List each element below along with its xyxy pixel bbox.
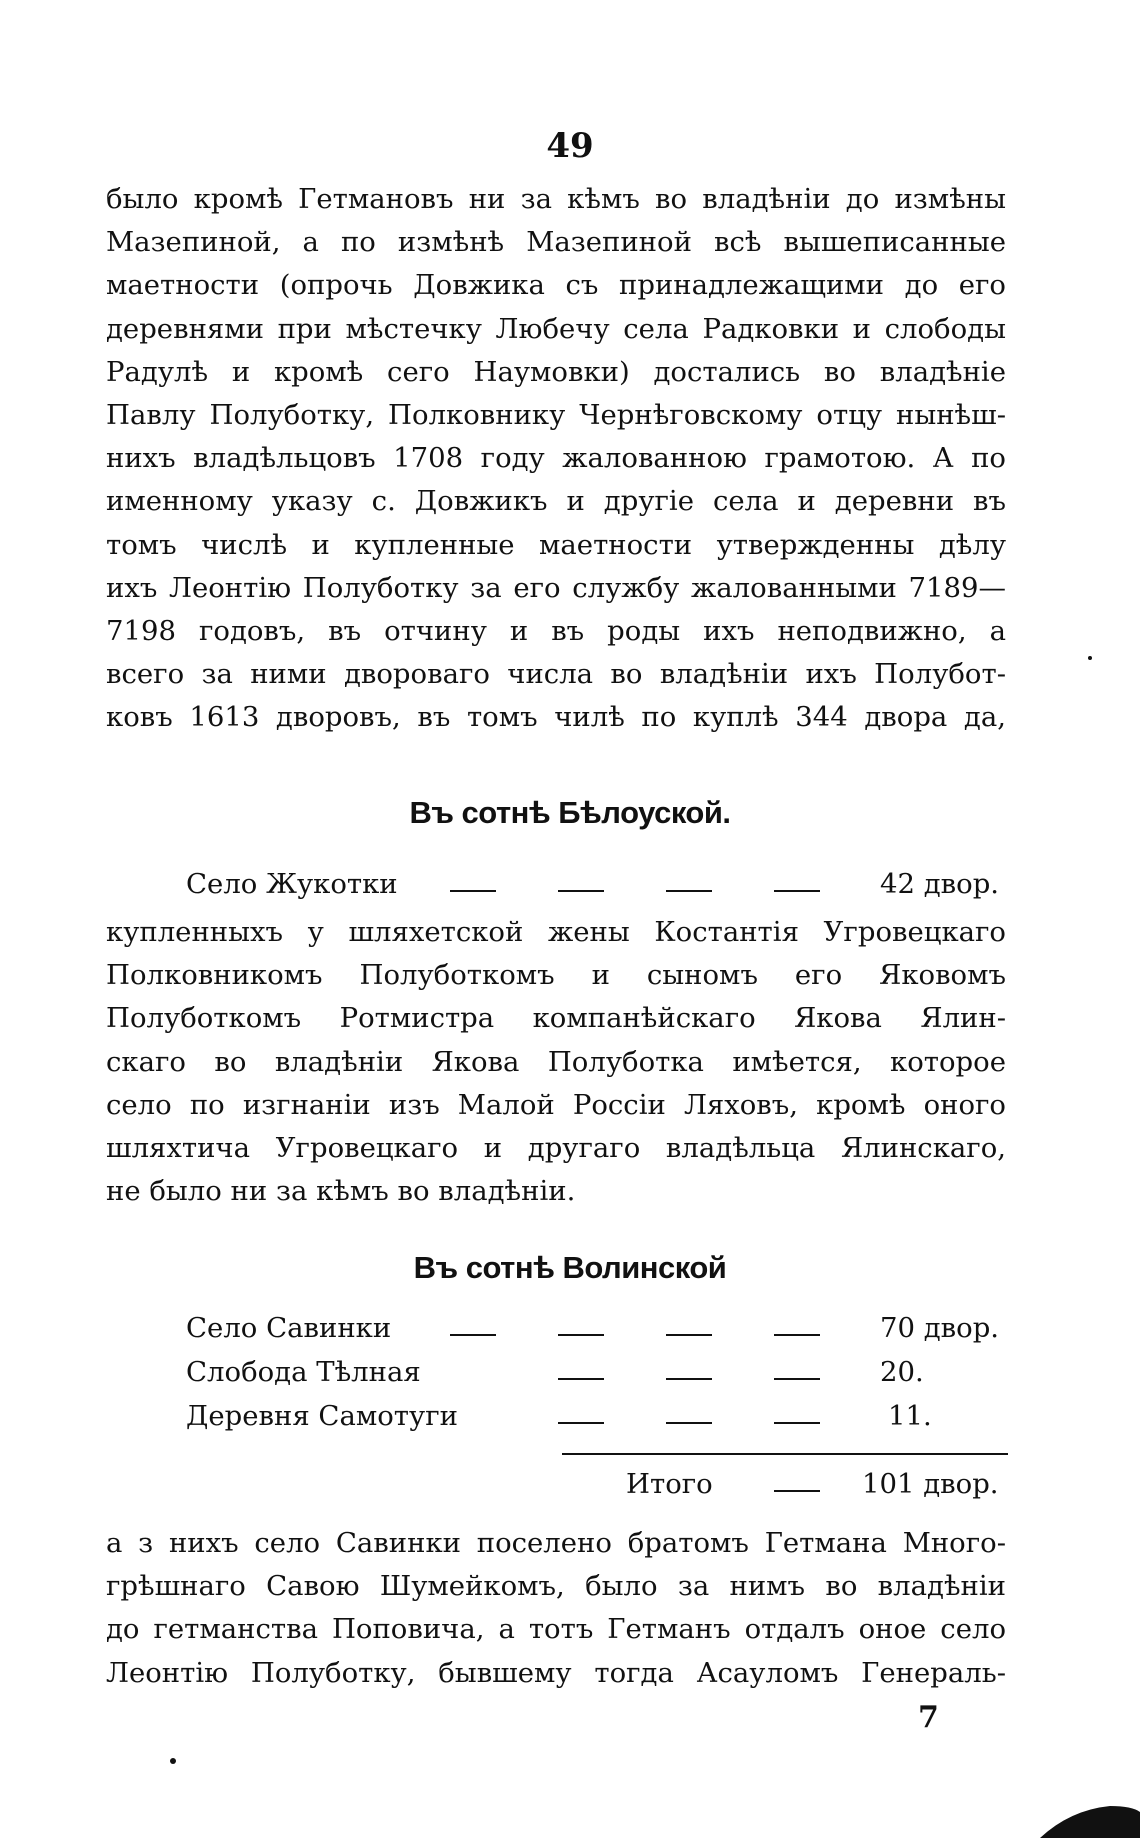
text-line: именному указу с. Довжикъ и другіе села и деревни въ [106,485,1006,518]
text-line: Павлу Полуботку, Полковнику Чернѣговскому отцу нынѣш- [106,398,1006,431]
dash [774,1334,820,1336]
text-line: нихъ владѣльцовъ 1708 году жалованною грамотою. А по [106,442,1006,475]
ink-speck [170,1758,176,1764]
text-line: грѣшнаго Савою Шумейкомъ, было за нимъ во владѣніи [106,1570,1006,1603]
entry-row-telnaya [0,1356,1140,1400]
dash [774,1422,820,1424]
total-rule [562,1453,1008,1455]
entry-row-samotugi [0,1400,1140,1444]
text-line: село по изгнаніи изъ Малой Россіи Ляховъ, кромѣ оного [106,1088,1006,1121]
ink-speck [1088,656,1092,660]
text-line: не было ни за кѣмъ во владѣніи. [106,1175,576,1208]
paragraph-3 [106,1522,1006,1695]
text-line: 7198 годовъ, въ отчину и въ роды ихъ неподвижно, а [106,614,1006,647]
entry-name: Деревня Самотуги [186,1400,458,1432]
text-line: Мазепиной, а по измѣнѣ Мазепиной всѣ вышеписанные [106,226,1006,259]
text-line: а з нихъ село Савинки поселено братомъ Гетмана Много- [106,1527,1006,1559]
page-edge-blot [1040,1802,1140,1838]
dash [558,1378,604,1380]
dash [666,890,712,892]
entry-row-savinki [0,1312,1140,1356]
dash [558,1422,604,1424]
text-line: Полковникомъ Полуботкомъ и сыномъ его Яковомъ [106,959,1006,992]
text-line: деревнями при мѣстечку Любечу села Радковки и слободы [106,312,1006,345]
dash [450,890,496,892]
text-line: купленныхъ у шляхетской жены Костантія Угровецкаго [106,916,1006,948]
entry-name: Слобода Тѣлная [186,1356,421,1388]
dash [774,1490,820,1492]
text-line: Радулѣ и кромѣ сего Наумовки) достались во владѣніе [106,355,1006,388]
entry-value: 11. [888,1400,932,1432]
paragraph-1 [106,178,1006,739]
text-line: томъ числѣ и купленные маетности утвержденны дѣлу [106,528,1006,561]
text-line: маетности (опрочь Довжика съ принадлежащими до его [106,269,1006,302]
text-line: шляхтича Угровецкаго и другаго владѣльца Ялинскаго, [106,1131,1006,1164]
dash [666,1422,712,1424]
paragraph-2 [106,911,1006,1213]
text-line: ихъ Леонтію Полуботку за его службу жалованными 7189— [106,571,1006,604]
entry-name: Село Савинки [186,1312,392,1344]
text-line: до гетманства Поповича, а тотъ Гетманъ отдалъ оное село [106,1613,1006,1646]
text-line: Леонтію Полуботку, бывшему тогда Асауломъ Генераль- [106,1656,1006,1689]
text-line: всего за ними двороваго числа во владѣніи ихъ Полубот- [106,658,1006,691]
entry-value: 20. [880,1356,924,1388]
dash [774,890,820,892]
text-line: Полуботкомъ Ротмистра компанѣйскаго Якова Ялин- [106,1002,1006,1035]
entry-value: 70 двор. [880,1312,1000,1344]
dash [558,890,604,892]
total-value: 101 двор. [862,1468,999,1500]
entry-name: Село Жукотки [186,868,398,900]
text-line: было кромѣ Гетмановъ ни за кѣмъ во владѣніи до измѣны [106,183,1006,215]
dash [558,1334,604,1336]
text-line: ковъ 1613 дворовъ, въ томъ чилѣ по куплѣ 344 двора да, [106,701,1006,734]
dash [666,1378,712,1380]
total-label: Итого [626,1468,713,1500]
section-heading-volinska: Въ сотнѣ Волинской [413,1250,727,1285]
section-heading-belouska: Въ сотнѣ Бѣлоуской. [409,795,731,830]
dash [774,1378,820,1380]
dash [450,1334,496,1336]
signature-mark: 7 [918,1700,939,1735]
entry-row-zhukotki [0,868,1140,912]
entry-value: 42 двор. [880,868,1000,900]
text-line: скаго во владѣніи Якова Полуботка имѣется, которое [106,1045,1006,1078]
page-number: 49 [546,126,594,166]
total-row [0,1468,1140,1512]
dash [666,1334,712,1336]
